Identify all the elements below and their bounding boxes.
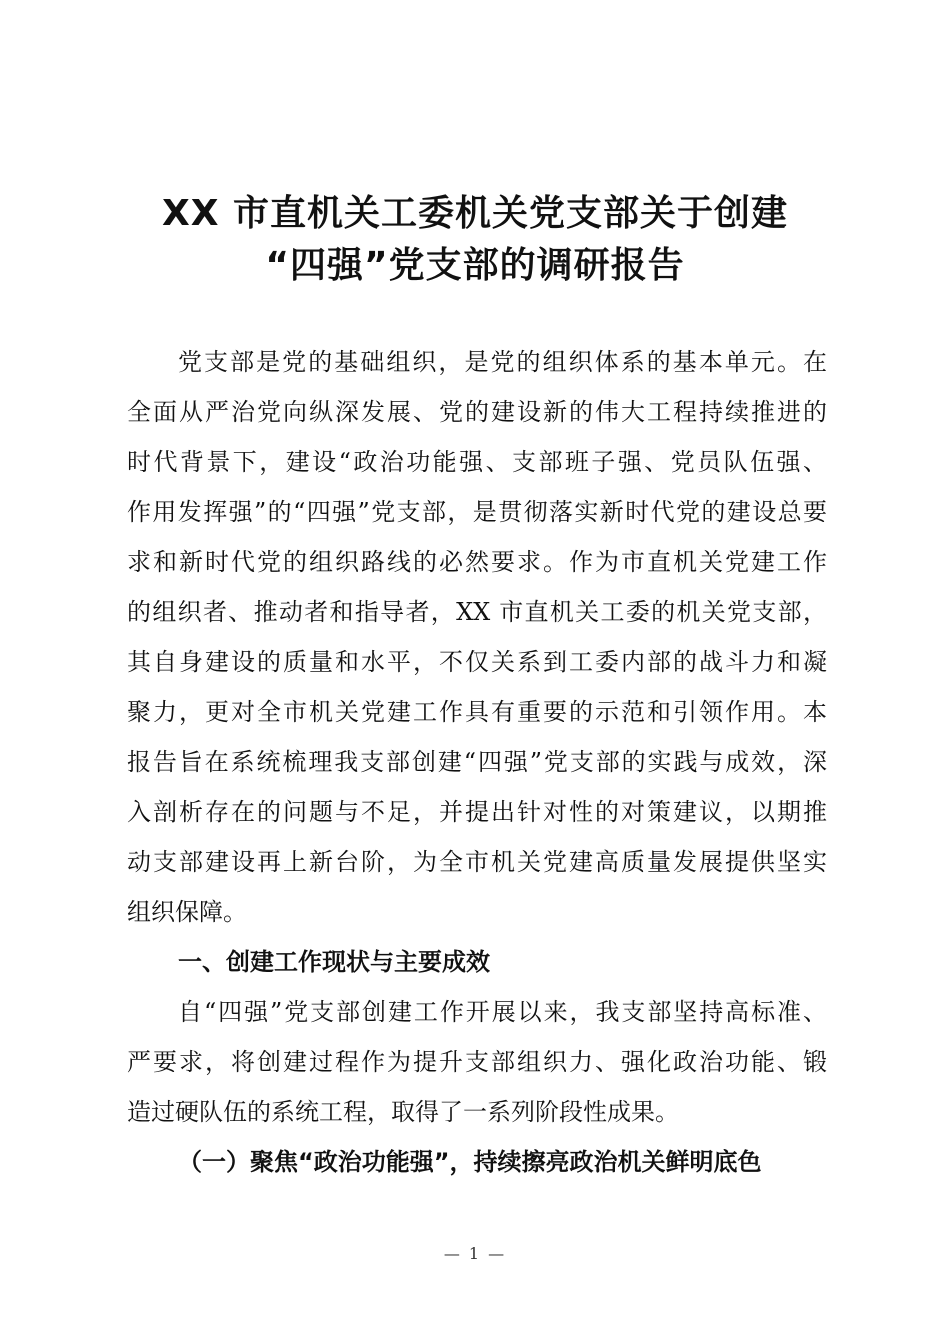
paragraph-2-line: 自“四强”党支部创建工作开展以来，我支部坚持高标准、 bbox=[178, 998, 827, 1026]
paragraph-1-line: 报告旨在系统梳理我支部创建“四强”党支部的实践与成效，深 bbox=[127, 748, 827, 776]
paragraph-1-line: 动支部建设再上新台阶，为全市机关党建高质量发展提供坚实 bbox=[127, 848, 827, 876]
paragraph-2-line: 严要求，将创建过程作为提升支部组织力、强化政治功能、锻 bbox=[127, 1048, 827, 1076]
paragraph-1-line: 组织保障。 bbox=[127, 898, 247, 926]
subsection-heading-1: （一）聚焦“政治功能强”，持续擦亮政治机关鲜明底色 bbox=[178, 1148, 762, 1176]
page-number: — 1 — bbox=[443, 1244, 507, 1263]
document-title-line-1: XX 市直机关工委机关党支部关于创建 bbox=[161, 193, 789, 234]
paragraph-1-line: 入剖析存在的问题与不足，并提出针对性的对策建议，以期推 bbox=[127, 798, 827, 826]
paragraph-1-line: 其自身建设的质量和水平，不仅关系到工委内部的战斗力和凝 bbox=[127, 648, 827, 676]
paragraph-1-line: 的组织者、推动者和指导者，XX 市直机关工委的机关党支部， bbox=[127, 598, 827, 626]
document-title-line-2: “四强”党支部的调研报告 bbox=[265, 245, 685, 286]
paragraph-1-line: 作用发挥强”的“四强”党支部，是贯彻落实新时代党的建设总要 bbox=[127, 498, 827, 526]
paragraph-2-line: 造过硬队伍的系统工程，取得了一系列阶段性成果。 bbox=[127, 1098, 679, 1126]
paragraph-1-line: 全面从严治党向纵深发展、党的建设新的伟大工程持续推进的 bbox=[127, 398, 827, 426]
section-heading-1: 一、创建工作现状与主要成效 bbox=[178, 948, 490, 976]
paragraph-1-line: 时代背景下，建设“政治功能强、支部班子强、党员队伍强、 bbox=[127, 448, 827, 476]
paragraph-1-line: 求和新时代党的组织路线的必然要求。作为市直机关党建工作 bbox=[127, 548, 827, 576]
paragraph-1-line: 党支部是党的基础组织，是党的组织体系的基本单元。在 bbox=[178, 348, 827, 376]
paragraph-1-line: 聚力，更对全市机关党建工作具有重要的示范和引领作用。本 bbox=[127, 698, 827, 726]
